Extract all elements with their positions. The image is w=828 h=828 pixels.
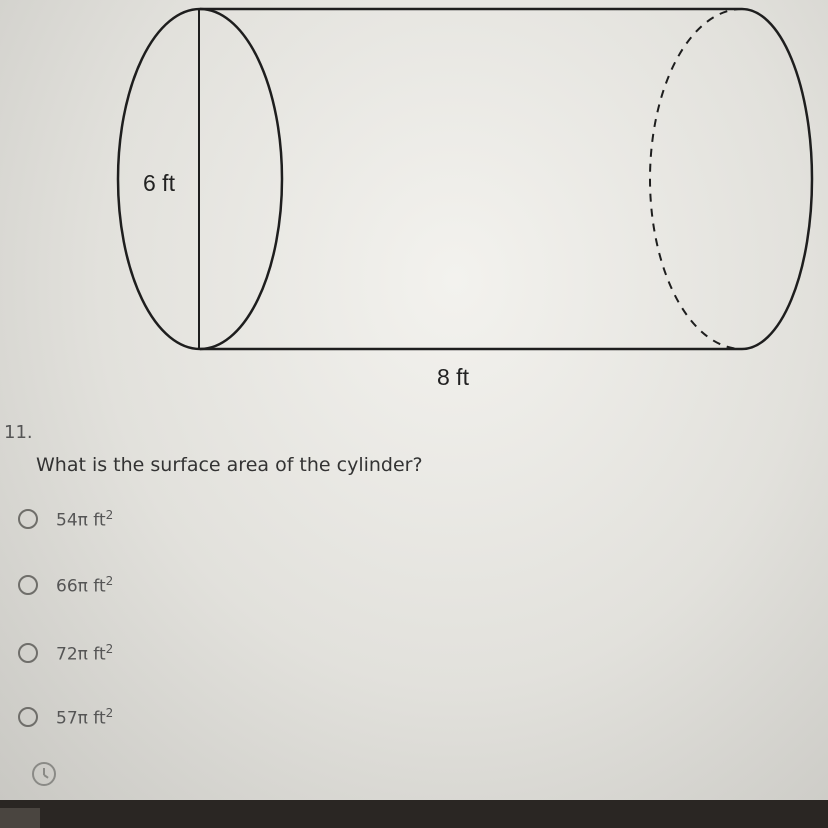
option-label: 66π $ft^2$	[56, 573, 114, 597]
radio-button[interactable]	[18, 643, 38, 663]
cylinder-figure	[0, 0, 828, 400]
cylinder-right-face-hidden	[650, 9, 742, 349]
answer-option-1[interactable]	[18, 504, 113, 534]
radio-button[interactable]	[18, 707, 38, 727]
radio-button[interactable]	[18, 575, 38, 595]
answer-option-2[interactable]	[18, 570, 113, 600]
clock-icon[interactable]	[32, 762, 56, 786]
answer-option-3[interactable]	[18, 638, 113, 668]
option-label: 57π $ft^2$	[56, 705, 114, 729]
monitor-bezel	[0, 800, 828, 828]
option-label: 54π $ft^2$	[56, 507, 114, 531]
bezel-mark	[0, 808, 40, 828]
length-label: 8 ft	[437, 364, 469, 390]
question-text: What is the surface area of the cylinder?	[36, 454, 423, 476]
radio-button[interactable]	[18, 509, 38, 529]
cylinder-right-face-front	[742, 9, 812, 349]
diameter-label: 6 ft	[143, 170, 175, 196]
question-number: 11.	[4, 422, 33, 443]
option-label: 72π $ft^2$	[56, 641, 114, 665]
answer-option-4[interactable]	[18, 702, 113, 732]
